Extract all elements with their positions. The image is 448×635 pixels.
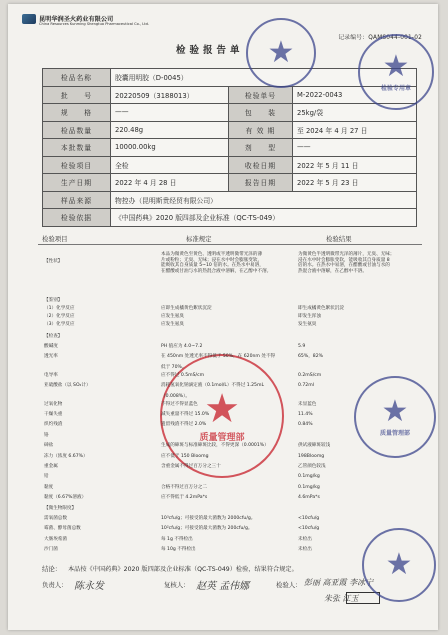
divider xyxy=(38,244,422,245)
test-label: 铬 xyxy=(44,432,49,438)
test-result: 发生氨臭 xyxy=(298,322,317,327)
test-standard: 遗留残渣不得过 2.0% xyxy=(161,422,207,428)
info-key: 剂 型 xyxy=(229,139,293,157)
test-label: 重金属 xyxy=(44,464,58,469)
test-result: 0.1mg/kg xyxy=(298,474,320,480)
info-key: 批 号 xyxy=(43,86,111,104)
info-row xyxy=(43,174,417,192)
info-key: 包 装 xyxy=(229,104,293,122)
info-key: 报告日期 xyxy=(229,174,293,192)
column-heading-item: 检验项目 xyxy=(42,235,68,243)
test-standard: 应不得过 0.5mS/cm xyxy=(161,372,205,378)
test-standard: 在 450nm 处透光率不得低于 50%，在 620nm 处不得 xyxy=(161,354,276,360)
info-value: 物控办（昆明斯贵经贸有限公司） xyxy=(111,191,417,209)
stamp-text: 检验专用章 xyxy=(380,85,411,92)
info-value: M-2022-0043 xyxy=(293,86,417,104)
test-result: 198Bloomg xyxy=(298,453,325,459)
test-standard: 生成的砷斑与标准砷斑比较，不得更深（0.0001%） xyxy=(161,443,269,449)
info-key: 规 格 xyxy=(43,104,111,122)
info-value: 10000.00kg xyxy=(111,139,229,157)
text-line: 热混合液中溶解，在乙醇中不溶。 xyxy=(298,268,367,274)
column-heading-standard: 标准规定 xyxy=(186,235,212,243)
test-result: 4.6mPa*s xyxy=(298,495,320,501)
test-standard: 减失重量不得过 15.0% xyxy=(161,412,210,417)
test-standard: 10²cfu/g；可接受的最大菌数为 200cfu/g。 xyxy=(161,526,253,532)
conclusion-text: 本品按《中国药典》2020 版四部及企业标准（QC-TS-049）检验，结果符合规定。 xyxy=(68,566,298,573)
test-label: （2）化学反应 xyxy=(44,314,75,319)
test-standard: PH 值应为 4.0~7.2 xyxy=(161,344,203,349)
test-label: 透光率 xyxy=(44,354,58,360)
reviewer-label: 复核人： xyxy=(164,581,190,589)
inspector-signature: 彭丽 高亚霞 李冰宁 xyxy=(304,578,374,587)
inspector-label: 检验人： xyxy=(276,581,302,589)
test-result: 0.1mg/kg xyxy=(298,484,320,490)
test-result: 未显蓝色 xyxy=(298,401,317,407)
test-standard: 应不低于 150 Bloomg xyxy=(161,453,209,459)
test-label: 铅 xyxy=(44,474,49,480)
test-result: 0.72ml xyxy=(298,383,314,389)
test-standard: 合格不得过百万分之二 xyxy=(161,484,207,490)
test-label: 冻力（浓度 6.67%） xyxy=(44,453,88,459)
section-label-identification: 【鉴别】 xyxy=(44,298,63,303)
company-name: 昆明华润圣火药业有限公司 xyxy=(39,16,114,23)
test-label: 炽灼残渣 xyxy=(44,422,63,428)
info-key: 有 效 期 xyxy=(229,121,293,139)
test-label: 砷盐 xyxy=(44,443,54,449)
character-standard xyxy=(161,252,271,274)
test-label: 亚硫酸盐（以 SO₂计） xyxy=(44,383,91,389)
info-value: 2022 年 5 月 11 日 xyxy=(293,156,417,174)
info-key: 检验项目 xyxy=(43,156,111,174)
text-line: 浸在水中时会膨胀变软，能吸收其自身质量 8 xyxy=(298,257,390,263)
info-value: 2022 年 4 月 28 日 xyxy=(111,174,229,192)
test-label: 电导率 xyxy=(44,372,58,378)
test-standard: （0.008%）。 xyxy=(161,393,190,399)
conclusion-prefix: 结论： xyxy=(42,565,62,573)
info-table xyxy=(42,68,417,227)
test-result: 供试液砷斑较浅 xyxy=(298,443,331,449)
info-value: 2022 年 5 月 23 日 xyxy=(293,174,417,192)
test-label: （3）化学反应 xyxy=(44,322,75,327)
text-line: 在醋酸或甘油与水的热混合液中溶解，在乙醇中不溶。 xyxy=(161,268,272,274)
info-value: 《中国药典》2020 版四部及企业标准（QC-TS-049） xyxy=(111,209,417,227)
responsible-signature: 陈永发 xyxy=(74,581,104,592)
test-result: 0.84% xyxy=(298,422,313,428)
stamp-text: 质量管理部 xyxy=(199,433,245,443)
section-label-character: 【性状】 xyxy=(44,259,63,264)
info-row xyxy=(43,209,417,227)
test-label: 【微生物限度】 xyxy=(44,505,77,511)
test-standard: 消耗氢氧化钠滴定液（0.1mol/L）不得过 1.25mL xyxy=(161,383,265,389)
info-key: 检验单号 xyxy=(229,86,293,104)
info-key: 收检日期 xyxy=(229,156,293,174)
test-standard: 应发生氨臭 xyxy=(161,314,184,319)
inspection-seal-stamp-right xyxy=(358,34,434,110)
test-standard: 不得过不得显蓝色 xyxy=(161,401,198,407)
test-result: <10cfu/g xyxy=(298,526,320,532)
test-label: 黏度（6.67%溶液） xyxy=(44,495,87,501)
info-value: 20220509（3188013） xyxy=(111,86,229,104)
star-icon: ★ xyxy=(385,547,413,582)
test-result: 5.9 xyxy=(298,344,306,349)
text-line: 本品为微黄色至黄色、透明或半透明微带光泽的薄 xyxy=(161,252,263,257)
test-result: 0.2mS/cm xyxy=(298,372,322,378)
test-standard: 应不得低于 4.2mPa*s xyxy=(161,495,208,501)
star-icon: ★ xyxy=(204,386,240,432)
info-key: 检验依据 xyxy=(43,209,111,227)
info-key: 本批数量 xyxy=(43,139,111,157)
inspector-signature-extra: 朱张 江玉 xyxy=(324,594,359,603)
info-value: 全检 xyxy=(111,156,229,174)
test-result: 即生成橘黄色絮状沉淀 xyxy=(298,306,344,311)
test-label: 酸碱度 xyxy=(44,344,58,349)
info-value: 胶囊用明胶（D-0045） xyxy=(111,69,417,87)
test-standard: 10³cfu/g；可接受的最大菌数为 2000cfu/g。 xyxy=(161,516,256,521)
info-value: 220.48g xyxy=(111,121,229,139)
info-row xyxy=(43,139,417,157)
info-row xyxy=(43,121,417,139)
info-row xyxy=(43,191,417,209)
text-line: 能吸收其自身质量 5~10 倍的水。在热水中易溶， xyxy=(161,263,264,269)
record-number: 记录编号：QAMS044-001-02 xyxy=(338,35,422,41)
responsible-label: 负责人： xyxy=(42,581,68,589)
quality-department-stamp-right xyxy=(354,376,436,458)
report-sheet xyxy=(8,4,438,630)
test-result: 即发生浑浊 xyxy=(298,314,321,319)
info-row xyxy=(43,104,417,122)
info-value: 25kg/袋 xyxy=(293,104,417,122)
info-value: —— xyxy=(111,104,229,122)
info-key: 样品来源 xyxy=(43,191,111,209)
test-label: 黏度 xyxy=(44,484,54,490)
info-value: 至 2024 年 4 月 27 日 xyxy=(293,121,417,139)
stamp-text: 质量管理部 xyxy=(379,430,410,437)
column-heading-result: 检验结果 xyxy=(326,235,352,243)
text-line: 为微黄色半透明微带光泽的薄片，无臭、无味； xyxy=(298,252,395,257)
inspection-seal-stamp xyxy=(246,18,316,88)
test-label: 需氧菌总数 xyxy=(44,516,67,521)
test-label: 霉菌、酵母菌总数 xyxy=(44,526,81,532)
test-standard: 每 10g 不得检出 xyxy=(161,547,196,553)
info-key: 生产日期 xyxy=(43,174,111,192)
character-result xyxy=(298,252,394,274)
test-standard: 含重金属不得过百万分之三十 xyxy=(161,464,221,469)
test-result: 未检出 xyxy=(298,536,312,542)
info-row xyxy=(43,86,417,104)
company-logo-icon xyxy=(22,14,36,24)
report-title: 检验报告单 xyxy=(176,45,244,56)
test-label: （1）化学反应 xyxy=(44,306,75,311)
test-result: 未检出 xyxy=(298,547,312,553)
info-value: —— xyxy=(293,139,417,157)
info-key: 检品数量 xyxy=(43,121,111,139)
test-result: 乙管颜色较浅 xyxy=(298,464,326,469)
info-row xyxy=(43,156,417,174)
star-icon: ★ xyxy=(382,49,410,84)
star-icon: ★ xyxy=(381,394,409,429)
section-label-inspection: 【检查】 xyxy=(44,334,63,339)
test-label: 过氧化物 xyxy=(44,401,63,407)
test-result: 65%，82% xyxy=(298,354,324,360)
test-standard: 应即生成橘黄色絮状沉淀 xyxy=(161,306,212,311)
company-stamp-bottom xyxy=(362,528,436,602)
star-icon: ★ xyxy=(267,35,295,70)
test-label: 干燥失重 xyxy=(44,412,63,417)
test-standard: 应发生氨臭 xyxy=(161,322,184,327)
test-result: 11.4% xyxy=(298,412,313,417)
test-label: 大肠埃希菌 xyxy=(44,536,67,542)
company-name-english: China Resources Kunming Shengtuo Pharmaceutical Co., Ltd. xyxy=(39,22,150,26)
test-label: 沙门菌 xyxy=(44,547,58,553)
test-result: <10cfu/g xyxy=(298,516,320,521)
text-line: 倍的水。在热水中易溶，在醋酸或甘油与水的 xyxy=(298,263,390,269)
info-key: 检品名称 xyxy=(43,69,111,87)
text-line: 片或粉粒；无臭、无味；浸在水中时会膨胀变软， xyxy=(161,257,263,263)
test-standard: 每 1g 不得检出 xyxy=(161,536,193,542)
test-standard: 低于 70%。 xyxy=(161,364,187,370)
reviewer-signature: 赵英 孟伟娜 xyxy=(196,581,250,592)
